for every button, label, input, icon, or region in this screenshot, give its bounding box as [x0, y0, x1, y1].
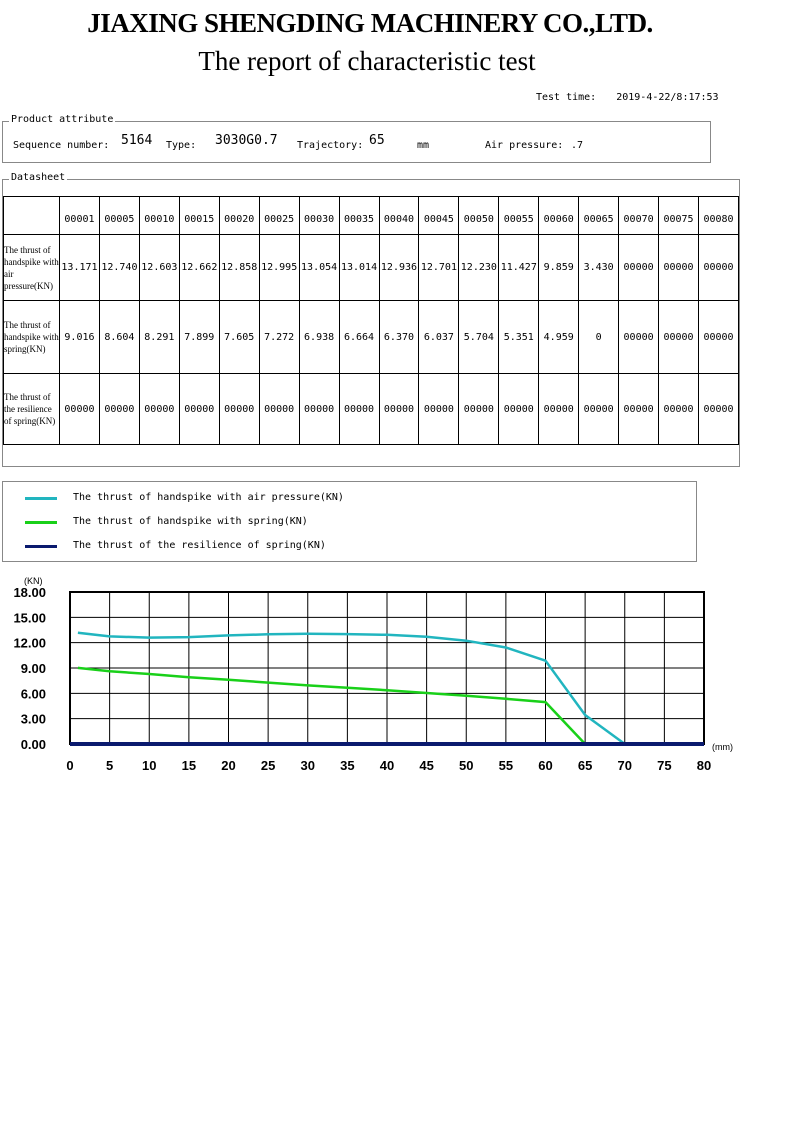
datasheet-cell: 00000	[259, 374, 299, 445]
y-tick-label: 12.00	[13, 635, 46, 651]
datasheet-row-label: The thrust of handspike with air pressure(KN)	[4, 235, 60, 301]
datasheet-cell: 00000	[139, 374, 179, 445]
datasheet-cell: 00000	[379, 374, 419, 445]
sequence-number-label: Sequence number:	[13, 140, 110, 151]
y-tick-label: 15.00	[13, 610, 46, 626]
test-time-label: Test time:	[536, 92, 597, 103]
datasheet-cell: 00000	[60, 374, 100, 445]
datasheet-column-header: 00055	[499, 197, 539, 235]
datasheet-cell: 00000	[579, 374, 619, 445]
legend-label-spring: The thrust of handspike with spring(KN)	[73, 516, 308, 527]
datasheet-cell: 12.662	[179, 235, 219, 301]
x-tick-label: 5	[106, 758, 114, 773]
datasheet-column-header: 00065	[579, 197, 619, 235]
type-value: 3030G0.7	[215, 133, 278, 148]
report-title: The report of characteristic test	[198, 46, 536, 76]
datasheet-column-header: 00015	[179, 197, 219, 235]
air-pressure-label: Air pressure:	[485, 140, 564, 151]
datasheet-cell: 12.936	[379, 235, 419, 301]
trajectory-unit: mm	[417, 140, 430, 151]
datasheet-column-header: 00005	[99, 197, 139, 235]
y-tick-label: 6.00	[20, 686, 46, 702]
datasheet-cell: 5.704	[459, 301, 499, 374]
test-time-value: 2019-4-22/8:17:53	[616, 92, 719, 103]
y-tick-label: 18.00	[13, 585, 46, 600]
thrust-chart	[0, 570, 794, 790]
legend-label-air: The thrust of handspike with air pressure(KN)	[73, 492, 344, 503]
x-tick-label: 65	[577, 758, 593, 773]
datasheet-column-header: 00045	[419, 197, 459, 235]
datasheet-cell: 00000	[659, 374, 699, 445]
x-tick-label: 35	[340, 758, 355, 773]
datasheet-table	[3, 196, 739, 445]
datasheet-cell: 12.603	[139, 235, 179, 301]
legend-swatch-resilience	[25, 545, 57, 548]
datasheet-cell: 00000	[699, 374, 739, 445]
legend-label-resilience: The thrust of the resilience of spring(KN)	[73, 540, 326, 551]
x-tick-label: 20	[221, 758, 236, 773]
datasheet-cell: 6.370	[379, 301, 419, 374]
datasheet-cell: 6.037	[419, 301, 459, 374]
datasheet-cell: 13.014	[339, 235, 379, 301]
y-axis-label: (KN)	[24, 576, 43, 586]
x-axis-label: (mm)	[712, 742, 733, 752]
datasheet-row-label: The thrust of the resilience of spring(KN)	[4, 374, 60, 445]
y-tick-label: 0.00	[20, 737, 46, 752]
datasheet-cell: 12.740	[99, 235, 139, 301]
type-label: Type:	[166, 140, 197, 151]
datasheet-box	[2, 172, 740, 467]
datasheet-cell: 7.605	[219, 301, 259, 374]
x-tick-label: 75	[657, 758, 672, 773]
datasheet-cell: 00000	[219, 374, 259, 445]
datasheet-cell: 6.938	[299, 301, 339, 374]
datasheet-cell: 12.858	[219, 235, 259, 301]
datasheet-cell: 00000	[499, 374, 539, 445]
datasheet-column-header: 00070	[619, 197, 659, 235]
datasheet-cell: 13.171	[60, 235, 100, 301]
datasheet-cell: 8.291	[139, 301, 179, 374]
datasheet-column-header: 00025	[259, 197, 299, 235]
datasheet-cell: 00000	[619, 301, 659, 374]
datasheet-cell: 3.430	[579, 235, 619, 301]
product-attribute-legend: Product attribute	[11, 114, 114, 125]
x-tick-label: 55	[498, 758, 514, 773]
x-tick-label: 50	[459, 758, 474, 773]
trajectory-value: 65	[369, 133, 385, 148]
y-tick-label: 3.00	[20, 711, 46, 727]
legend-box	[2, 481, 697, 562]
legend-swatch-spring	[25, 521, 57, 524]
x-tick-label: 25	[260, 758, 276, 773]
x-tick-label: 0	[66, 758, 74, 773]
datasheet-cell: 4.959	[539, 301, 579, 374]
datasheet-cell: 5.351	[499, 301, 539, 374]
datasheet-cell: 00000	[619, 374, 659, 445]
legend-swatch-air	[25, 497, 57, 500]
datasheet-cell: 8.604	[99, 301, 139, 374]
datasheet-cell: 00000	[299, 374, 339, 445]
datasheet-cell: 00000	[459, 374, 499, 445]
datasheet-column-header: 00060	[539, 197, 579, 235]
x-tick-label: 10	[142, 758, 157, 773]
datasheet-cell: 00000	[659, 235, 699, 301]
datasheet-column-header: 00001	[60, 197, 100, 235]
datasheet-row	[4, 301, 739, 374]
datasheet-cell: 12.701	[419, 235, 459, 301]
datasheet-row-label: The thrust of handspike with spring(KN)	[4, 301, 60, 374]
datasheet-cell: 11.427	[499, 235, 539, 301]
datasheet-column-header: 00040	[379, 197, 419, 235]
datasheet-cell: 12.995	[259, 235, 299, 301]
datasheet-cell: 00000	[659, 301, 699, 374]
x-tick-label: 80	[696, 758, 712, 773]
x-tick-label: 15	[181, 758, 197, 773]
datasheet-column-header: 00075	[659, 197, 699, 235]
x-tick-label: 45	[419, 758, 434, 773]
test-time	[536, 92, 719, 103]
datasheet-cell: 00000	[619, 235, 659, 301]
y-tick-label: 9.00	[20, 661, 46, 676]
datasheet-cell: 00000	[699, 235, 739, 301]
datasheet-column-header: 00035	[339, 197, 379, 235]
datasheet-cell: 13.054	[299, 235, 339, 301]
x-tick-label: 70	[617, 758, 632, 773]
datasheet-column-header: 00010	[139, 197, 179, 235]
air-pressure-value: .7	[571, 140, 584, 151]
datasheet-cell: 7.899	[179, 301, 219, 374]
datasheet-column-header: 00020	[219, 197, 259, 235]
datasheet-cell: 00000	[99, 374, 139, 445]
datasheet-column-header: 00050	[459, 197, 499, 235]
datasheet-row	[4, 374, 739, 445]
datasheet-cell: 00000	[539, 374, 579, 445]
sequence-number-value: 5164	[121, 133, 153, 148]
datasheet-column-header: 00080	[699, 197, 739, 235]
datasheet-cell: 00000	[339, 374, 379, 445]
datasheet-cell: 00000	[419, 374, 459, 445]
datasheet-cell: 00000	[699, 301, 739, 374]
datasheet-legend: Datasheet	[11, 172, 66, 183]
datasheet-row	[4, 235, 739, 301]
x-tick-label: 30	[300, 758, 315, 773]
datasheet-cell: 0	[579, 301, 619, 374]
company-name: JIAXING SHENGDING MACHINERY CO.,LTD.	[87, 8, 653, 38]
datasheet-cell: 9.016	[60, 301, 100, 374]
datasheet-column-header: 00030	[299, 197, 339, 235]
datasheet-cell: 9.859	[539, 235, 579, 301]
datasheet-corner-cell	[4, 197, 60, 235]
product-attribute-box	[2, 114, 711, 163]
datasheet-cell: 12.230	[459, 235, 499, 301]
datasheet-cell: 6.664	[339, 301, 379, 374]
x-tick-label: 40	[379, 758, 395, 773]
datasheet-cell: 7.272	[259, 301, 299, 374]
trajectory-label: Trajectory:	[297, 140, 364, 151]
x-tick-label: 60	[538, 758, 553, 773]
datasheet-cell: 00000	[179, 374, 219, 445]
